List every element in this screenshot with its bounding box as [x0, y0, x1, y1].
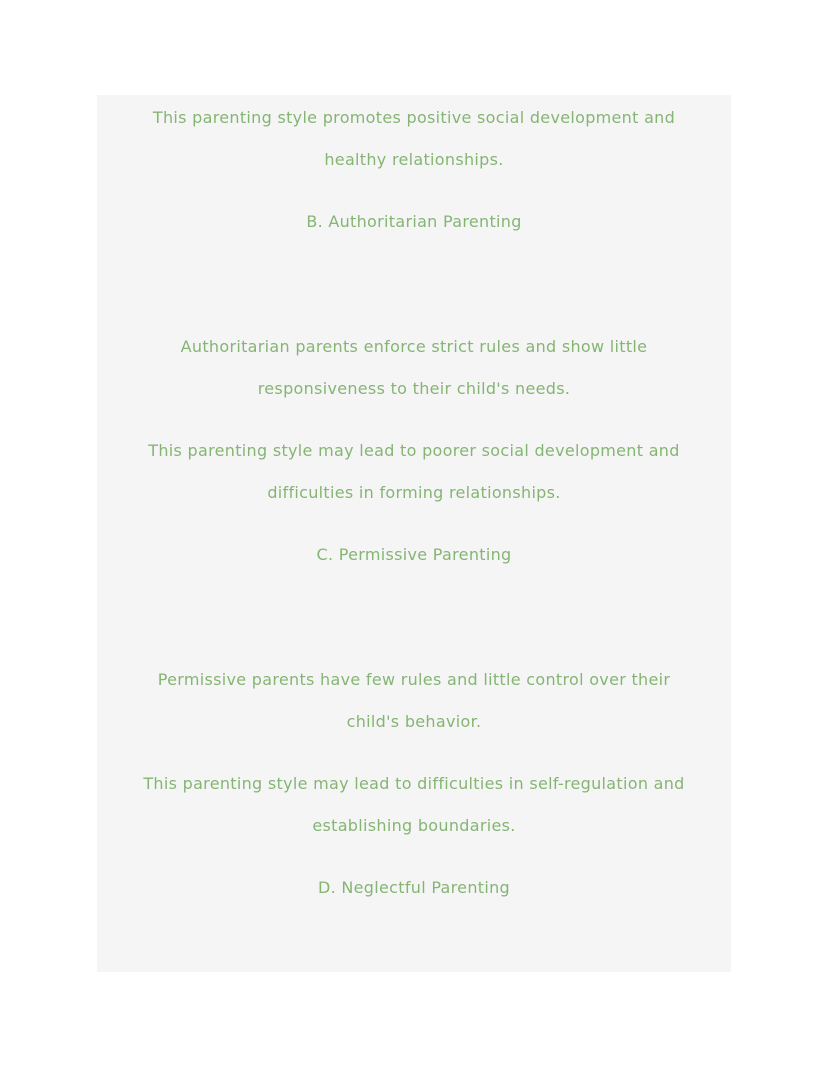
text-line: child's behavior.: [346, 712, 482, 731]
paragraph-authoritarian-outcome: [97, 430, 731, 514]
section-heading-permissive: C. Permissive Parenting: [316, 545, 512, 564]
text-line: Authoritarian parents enforce strict rules and show little: [180, 337, 648, 356]
section-heading-neglectful: D. Neglectful Parenting: [318, 878, 510, 897]
text-line: healthy relationships.: [324, 150, 504, 169]
paragraph-authoritative-outcome: [97, 97, 731, 181]
paragraph-permissive-description: [97, 659, 731, 743]
text-line: establishing boundaries.: [312, 816, 516, 835]
text-line: Permissive parents have few rules and little control over their: [157, 670, 671, 689]
section-heading-authoritarian: B. Authoritarian Parenting: [306, 212, 522, 231]
text-line: This parenting style may lead to poorer social development and: [148, 441, 680, 460]
paragraph-permissive-outcome: [97, 763, 731, 847]
text-line: This parenting style may lead to difficulties in self-regulation and: [143, 774, 685, 793]
text-line: responsiveness to their child's needs.: [257, 379, 571, 398]
text-line: This parenting style promotes positive social development and: [152, 108, 676, 127]
content-panel: [97, 95, 731, 972]
paragraph-authoritarian-description: [97, 326, 731, 410]
text-line: difficulties in forming relationships.: [267, 483, 561, 502]
